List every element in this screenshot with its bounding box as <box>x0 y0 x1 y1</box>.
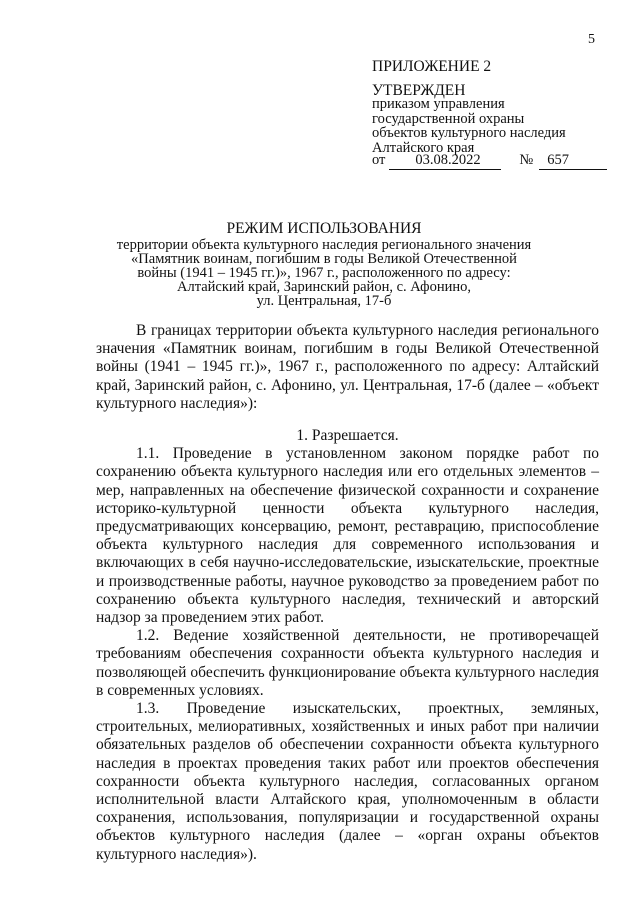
order-line <box>372 152 607 170</box>
title-line: территории объекта культурного наследия регионального значения <box>116 237 532 253</box>
document-title: РЕЖИМ ИСПОЛЬЗОВАНИЯ <box>226 220 422 237</box>
approval-block <box>372 97 566 155</box>
title-line: Алтайский край, Заринский район, с. Афонино, <box>177 279 471 295</box>
title-line: войны (1941 – 1945 гг.)», 1967 г., расположенного по адресу: <box>137 265 511 281</box>
title-line: ул. Центральная, 17-б <box>256 293 392 309</box>
approval-line: объектов культурного наследия <box>372 125 566 141</box>
approval-line: приказом управления <box>372 96 505 112</box>
appendix-label: ПРИЛОЖЕНИЕ 2 <box>372 58 492 75</box>
list-item: 1.2. Ведение хозяйственной деятельности, не противоречащей требованиям обеспечения сохранности объекта культурного наследия и позволяющей обеспечить функционирование объекта культурного наследия в современных условиях. <box>96 627 599 699</box>
approval-line: государственной охраны <box>372 110 525 127</box>
intro-paragraph: В границах территории объекта культурного наследия регионального значения «Памятник воинам, погибшим в годы Великой Отечественной войны (1941 – 1945 гг.)», 1967 г., расположенного по адресу: Алтайский край, Заринский район, с. Афонино, ул. Центральная, 17-б (далее – «объект культурного наследия»): <box>96 322 599 412</box>
section-heading: 1. Разрешается. <box>296 427 399 445</box>
order-date: 03.08.2022 <box>389 152 501 170</box>
list-item: 1.3. Проведение изыскательских, проектных, земляных, строительных, мелиоративных, хозяйственных и иных работ при наличии обязательных разделов об обеспечении сохранности объекта культурного наследия в проектах проведения таких работ или проектов обеспечения сохранности объекта культурного наследия, согласованных органом исполнительной власти Алтайского края, уполномоченным в области сохранения, использования, популяризации и государственной охраны объектов культурного наследия (далее – «орган охраны объектов культурного наследия»). <box>96 700 599 863</box>
document-heading <box>100 220 548 308</box>
approval-line: Алтайского края <box>372 139 475 156</box>
page-number: 5 <box>588 32 595 47</box>
list-item: 1.1. Проведение в установленном законом порядке работ по сохранению объекта культурного наследия или его отдельных элементов – мер, направленных на обеспечение физической сохранности и сохранение историко-культурной ценности объекта культурного наследия, предусматривающих консервацию, ремонт, реставрацию, приспособление объекта культурного наследия для современного использования и включающих в себя научно-исследовательские, изыскательские, проектные и производственные работы, научное руководство за проведением работ по сохранению объекта культурного наследия, технический и авторский надзор за проведением этих работ. <box>96 445 599 627</box>
title-line: «Памятник воинам, погибшим в годы Великой Отечественной <box>131 251 517 267</box>
document-body <box>96 322 599 864</box>
number-sign: № <box>519 152 534 168</box>
order-number: 657 <box>539 152 607 170</box>
from-label: от <box>372 152 386 168</box>
approved-label: УТВЕРЖДЕН <box>372 82 466 99</box>
